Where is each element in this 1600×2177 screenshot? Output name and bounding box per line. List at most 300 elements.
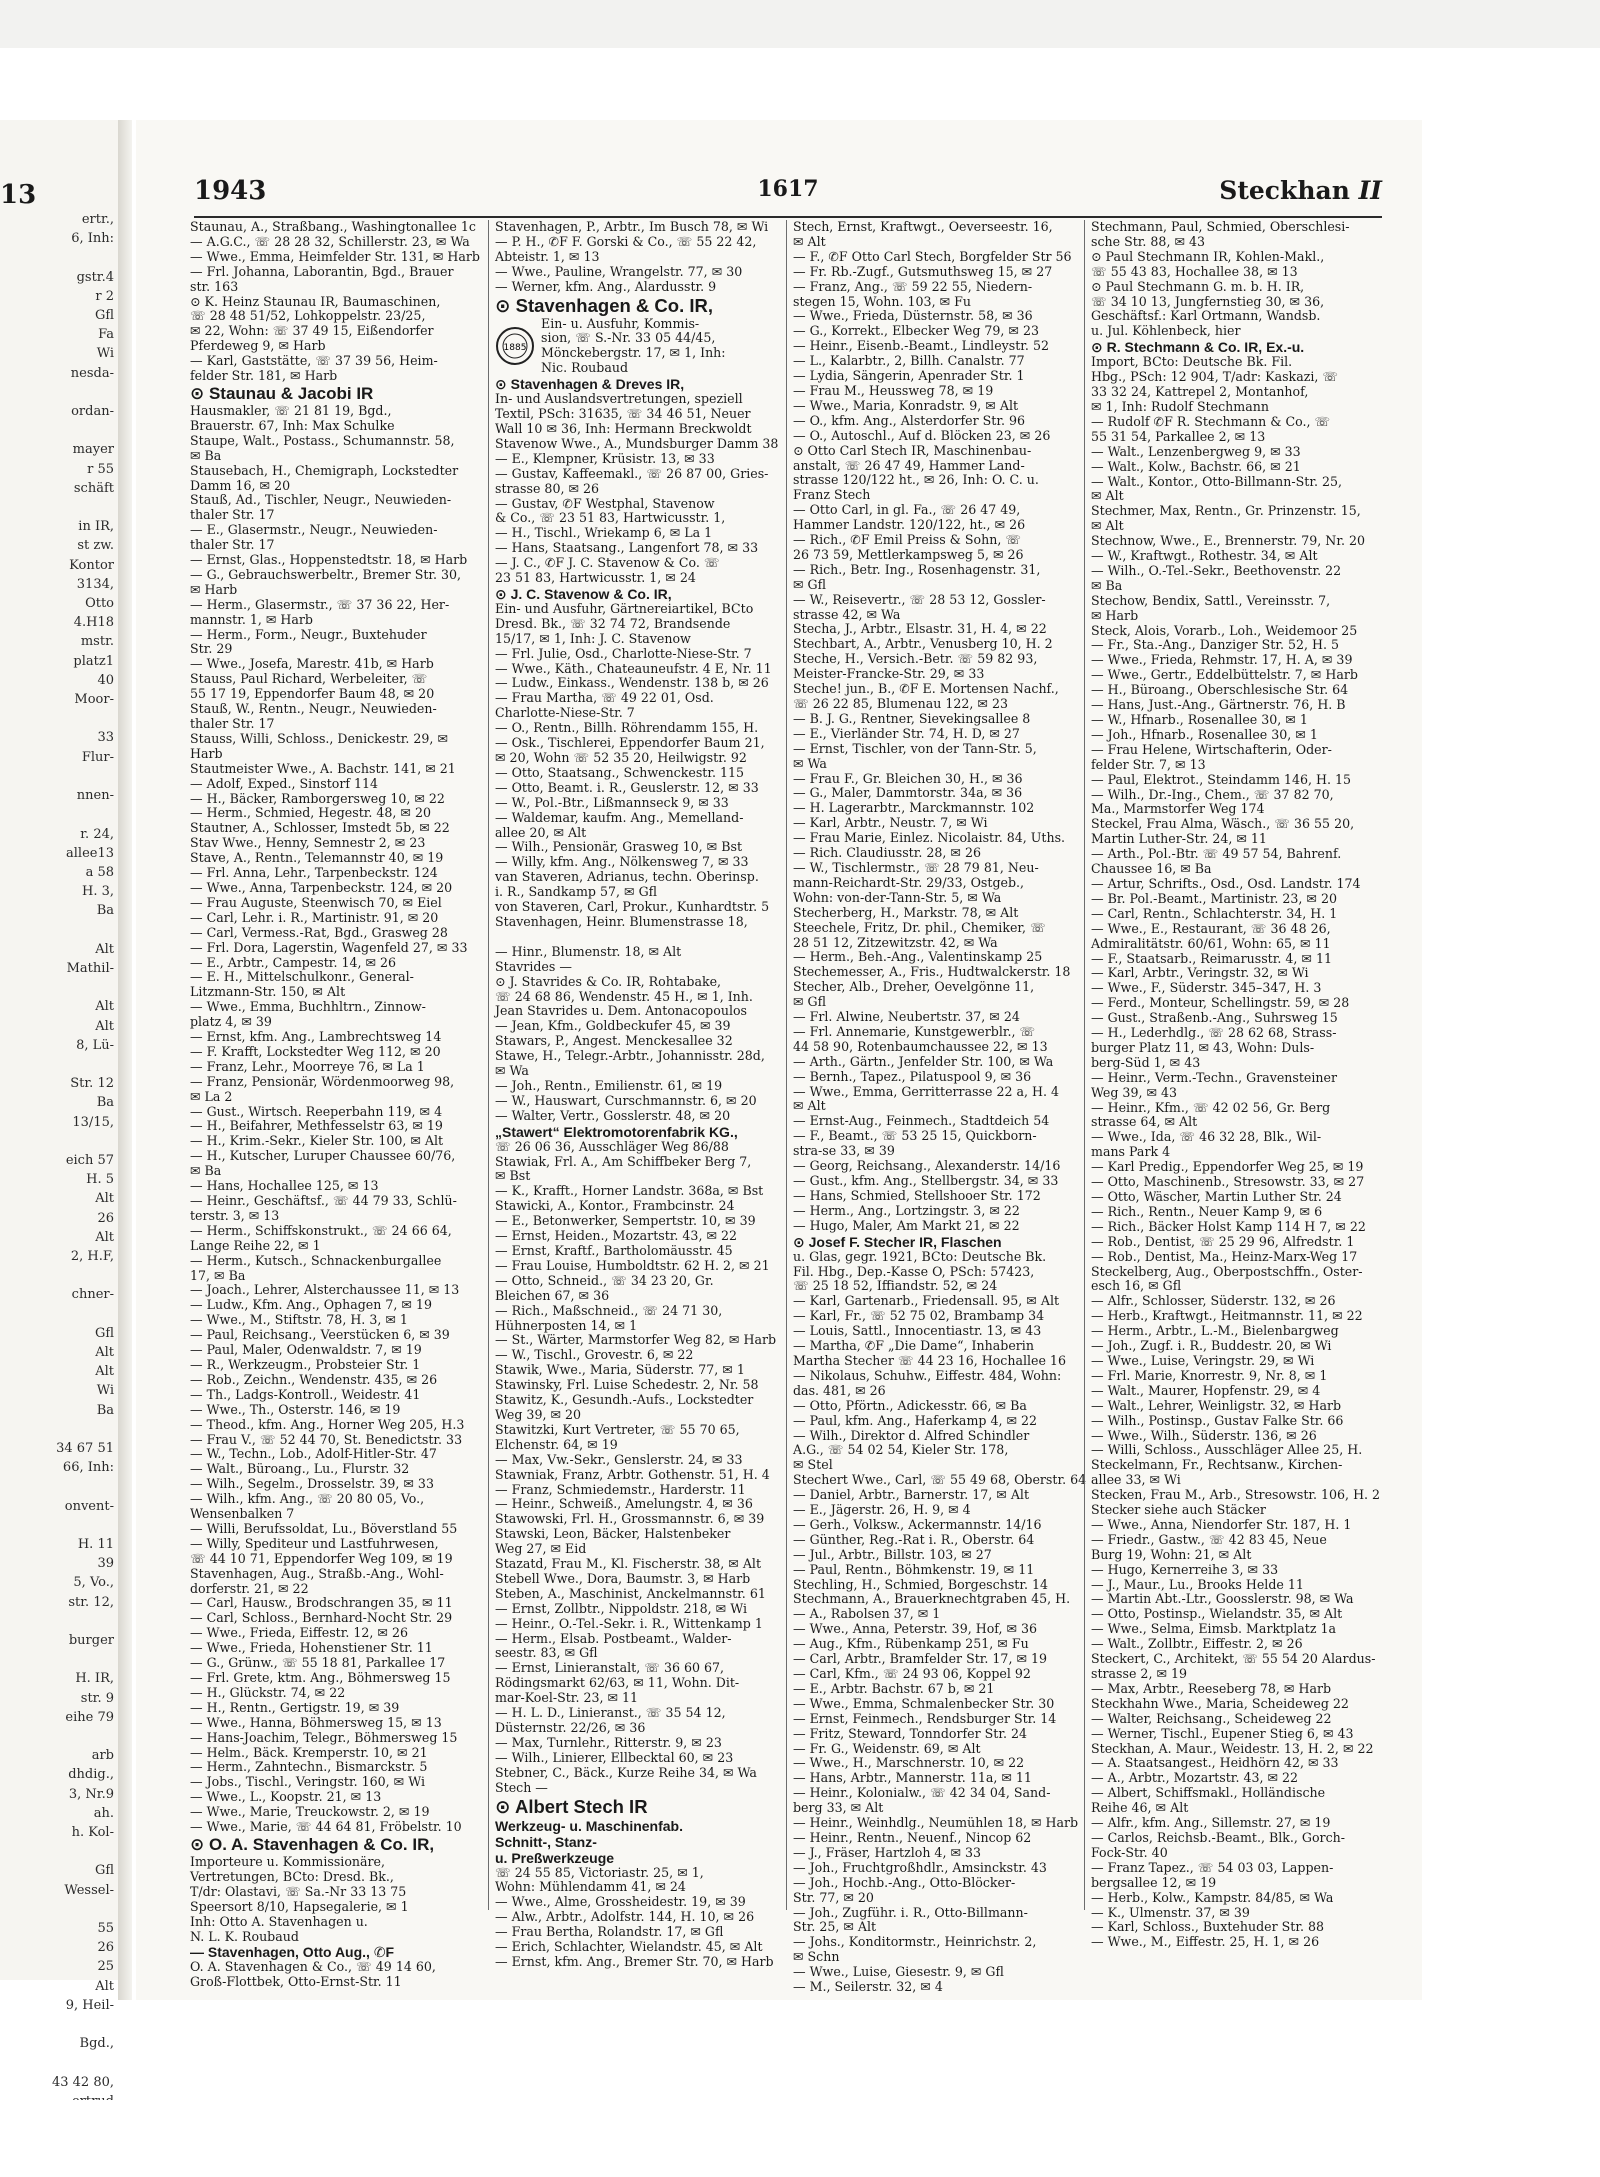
directory-entry: Stavrides — bbox=[495, 958, 572, 974]
directory-entry: ✉ Wa bbox=[495, 1063, 529, 1079]
previous-page-line: 5, Vo., bbox=[73, 1575, 114, 1591]
page-number: 1617 bbox=[757, 176, 819, 202]
directory-entry: — Herm., Ang., Lortzingstr. 3, ✉ 22 bbox=[793, 1202, 1020, 1218]
directory-entry: — Willi, Berufssoldat, Lu., Böverstland 55 bbox=[190, 1520, 458, 1536]
directory-entry: ☏ 55 43 83, Hochallee 38, ✉ 13 bbox=[1091, 263, 1298, 279]
directory-entry: Ein- und Ausfuhr, Gärtnereiartikel, BCto bbox=[495, 600, 754, 616]
directory-entry: — Heinr., Verm.-Techn., Gravensteiner bbox=[1091, 1069, 1337, 1085]
directory-entry: — H., Lederhdlg., ☏ 28 62 68, Strass- bbox=[1091, 1025, 1337, 1041]
directory-page bbox=[136, 120, 1422, 2000]
directory-entry: burger Platz 11, ✉ 43, Wohn: Duls- bbox=[1091, 1039, 1315, 1055]
directory-entry: — Frau Louise, Humboldtstr. 62 H. 2, ✉ 21 bbox=[495, 1257, 770, 1273]
previous-page-line: nesda- bbox=[70, 365, 114, 381]
previous-page-line bbox=[0, 1842, 118, 1861]
directory-entry: — H., Büroang., Oberschlesische Str. 64 bbox=[1091, 682, 1349, 698]
directory-entry: — Ernst, Linieranstalt, ☏ 36 60 67, bbox=[495, 1660, 725, 1676]
directory-entry: Fil. Hbg., Dep.-Kasse O, PSch: 57423, bbox=[793, 1263, 1035, 1279]
directory-entry: — H., Krim.-Sekr., Kieler Str. 100, ✉ Alt bbox=[190, 1133, 444, 1149]
directory-entry: das. 481, ✉ 26 bbox=[793, 1382, 886, 1398]
previous-page-line: st zw. bbox=[77, 538, 114, 554]
directory-entry: — Franz Tapez., ☏ 54 03 03, Lappen- bbox=[1091, 1859, 1334, 1875]
directory-entry: — Joach., Lehrer, Alsterchaussee 11, ✉ 13 bbox=[190, 1282, 460, 1298]
directory-entry: Stawe, H., Telegr.-Arbtr., Johannisstr. 28d, bbox=[495, 1048, 765, 1064]
previous-page-line: ah. bbox=[93, 1805, 114, 1821]
directory-entry: u. Jul. Köhlenbeck, hier bbox=[1091, 323, 1241, 339]
directory-entry: — L., Kalarbtr., 2, Billh. Canalstr. 77 bbox=[793, 353, 1025, 369]
directory-entry: — Waldemar, kaufm. Ang., Memelland- bbox=[495, 809, 744, 825]
previous-page-line: Alt bbox=[95, 1018, 114, 1034]
directory-entry: — Rich., Betr. Ing., Rosenhagenstr. 31, bbox=[793, 561, 1041, 577]
directory-entry: Fock-Str. 40 bbox=[1091, 1844, 1168, 1860]
directory-entry: — Rich., ✆F Emil Preiss & Sohn, ☏ bbox=[793, 532, 1022, 548]
firm-logo-block bbox=[495, 317, 785, 377]
directory-entry: — Ernst, Glas., Hoppenstedtstr. 18, ✉ Harb bbox=[190, 552, 468, 568]
directory-entry: — Rudolf ✆F R. Stechmann & Co., ☏ bbox=[1091, 413, 1331, 429]
directory-entry: strasse 64, ✉ Alt bbox=[1091, 1114, 1198, 1130]
directory-entry: — Wwe., F., Süderstr. 345–347, H. 3 bbox=[1091, 980, 1322, 996]
directory-entry: Str. 29 bbox=[190, 641, 233, 657]
directory-entry: — W., Pol.-Btr., Lißmannseck 9, ✉ 33 bbox=[495, 794, 729, 810]
directory-entry: — Max, Turnlehr., Ritterstr. 9, ✉ 23 bbox=[495, 1734, 722, 1750]
directory-entry: — Wwe., M., Stiftstr. 78, H. 3, ✉ 1 bbox=[190, 1312, 408, 1328]
directory-entry: — B. J. G., Rentner, Sievekingsallee 8 bbox=[793, 710, 1031, 726]
directory-entry: mar-Koel-Str. 23, ✉ 11 bbox=[495, 1690, 639, 1706]
directory-entry: — Wwe., Frieda, Hohenstiener Str. 11 bbox=[190, 1640, 433, 1656]
directory-entry: berg 33, ✉ Alt bbox=[793, 1800, 884, 1816]
directory-entry: Burg 19, Wohn: 21, ✉ Alt bbox=[1091, 1546, 1252, 1562]
previous-page-line bbox=[0, 248, 118, 267]
directory-entry: — Franz, Pensionär, Wördenmoorweg 98, bbox=[190, 1073, 455, 1089]
directory-entry: Stavenhagen, Aug., Straßb.-Ang., Wohl- bbox=[190, 1565, 444, 1581]
previous-page-line: H. 11 bbox=[77, 1537, 114, 1553]
directory-entry: — Hans, Hochallee 125, ✉ 13 bbox=[190, 1178, 379, 1194]
previous-page-line: onvent- bbox=[64, 1498, 114, 1514]
directory-entry: — E., Jägerstr. 26, H. 9, ✉ 4 bbox=[793, 1502, 971, 1518]
directory-entry: — Walt., Lenzenbergweg 9, ✉ 33 bbox=[1091, 443, 1301, 459]
directory-entry: ✉ Gfl bbox=[793, 576, 827, 592]
directory-entry: — Ferd., Monteur, Schellingstr. 59, ✉ 28 bbox=[1091, 995, 1350, 1011]
directory-entry: — Erich, Schlachter, Wielandstr. 45, ✉ Alt bbox=[495, 1939, 763, 1955]
directory-entry: ✉ Ba bbox=[1091, 577, 1123, 593]
directory-entry: Staunau, A., Straßbang., Washingtonallee 1c bbox=[190, 219, 476, 234]
directory-entry: ☏ 26 22 85, Blumenau 122, ✉ 23 bbox=[793, 696, 1008, 711]
previous-page-line bbox=[0, 2015, 118, 2034]
previous-page-line: dhdig., bbox=[68, 1767, 114, 1783]
previous-page-line: Wi bbox=[96, 346, 114, 362]
directory-entry: 26 73 59, Mettlerkampsweg 5, ✉ 26 bbox=[793, 546, 1024, 562]
directory-entry: — W., Kraftwgt., Rothestr. 34, ✉ Alt bbox=[1091, 548, 1318, 564]
column-3 bbox=[786, 219, 1087, 1995]
directory-entry: — Fr., Sta.-Ang., Danziger Str. 52, H. 5 bbox=[1091, 637, 1339, 653]
directory-entry: dorferstr. 21, ✉ 22 bbox=[190, 1580, 309, 1596]
directory-entry: Stechemesser, A., Fris., Hudtwalckerstr. 18 bbox=[793, 964, 1071, 980]
directory-entry: — Wwe., Marie, ☏ 44 64 81, Fröbelstr. 10 bbox=[190, 1819, 462, 1835]
directory-entry: — W., Tischl., Grovestr. 6, ✉ 22 bbox=[495, 1347, 694, 1363]
scan-margin-top bbox=[0, 0, 1600, 48]
directory-entry: — Jobs., Tischl., Veringstr. 160, ✉ Wi bbox=[190, 1774, 425, 1790]
directory-entry: Chaussee 16, ✉ Ba bbox=[1091, 861, 1212, 877]
directory-entry: 33 32 24, Kattrepel 2, Montanhof, bbox=[1091, 384, 1309, 400]
previous-page-line bbox=[0, 1266, 118, 1285]
directory-entry: Hausmakler, ☏ 21 81 19, Bgd., bbox=[190, 402, 392, 418]
directory-entry: — Heinr., Geschäftsf., ☏ 44 79 33, Schlü- bbox=[190, 1193, 457, 1208]
directory-entry: — Hugo, Kernerreihe 3, ✉ 33 bbox=[1091, 1561, 1279, 1577]
directory-entry: — Ludw., Einkass., Wendenstr. 138 b, ✉ 26 bbox=[495, 675, 769, 691]
directory-entry: Wohn: Mühlendamm 41, ✉ 24 bbox=[495, 1879, 686, 1895]
previous-page-line: H. 3, bbox=[81, 884, 114, 900]
previous-page-line: in IR, bbox=[78, 519, 114, 535]
directory-entry: str. 163 bbox=[190, 278, 239, 294]
previous-page-line bbox=[0, 1516, 118, 1535]
previous-page-line bbox=[0, 1477, 118, 1496]
directory-entry: Stechert Wwe., Carl, ☏ 55 49 68, Oberstr. 64 bbox=[793, 1472, 1087, 1488]
directory-entry: — Carl, Schloss., Bernhard-Nocht Str. 29 bbox=[190, 1610, 453, 1626]
directory-entry: platz 4, ✉ 39 bbox=[190, 1014, 272, 1030]
directory-entry: ✉ 22, Wohn: ☏ 37 49 15, Eißendorfer bbox=[190, 323, 434, 339]
directory-entry: strasse 80, ✉ 26 bbox=[495, 480, 600, 496]
previous-page-line: h. Kol- bbox=[71, 1825, 114, 1841]
directory-entry: — Fr. Rb.-Zugf., Gutsmuthsweg 15, ✉ 27 bbox=[793, 263, 1053, 279]
directory-entry: Stecker siehe auch Stäcker bbox=[1091, 1502, 1266, 1518]
directory-entry: Stavenhagen, Heinr. Blumenstrasse 18, bbox=[495, 913, 748, 929]
previous-page-line: 13/15, bbox=[72, 1114, 114, 1130]
directory-entry: — Heinr., Eisenb.-Beamt., Lindleystr. 52 bbox=[793, 338, 1049, 354]
directory-entry: Stave, A., Rentn., Telemannstr 40, ✉ 19 bbox=[190, 850, 444, 866]
firm-entry: ⊙ Staunau & Jacobi IR bbox=[190, 383, 374, 403]
directory-entry: — F., Beamt., ☏ 53 25 15, Quickborn- bbox=[793, 1128, 1037, 1144]
directory-entry: ⊙ J. Stavrides & Co. IR, Rohtabake, bbox=[495, 973, 722, 989]
directory-entry: — Karl, Gartenarb., Friedensall. 95, ✉ Alt bbox=[793, 1293, 1060, 1309]
directory-entry: — Frl. Johanna, Laborantin, Bgd., Brauer bbox=[190, 263, 454, 279]
directory-entry: — P. H., ✆F F. Gorski & Co., ☏ 55 22 42, bbox=[495, 233, 757, 249]
previous-page-line: Alt bbox=[95, 1978, 114, 1994]
directory-entry: — G., Maler, Dammtorstr. 34a, ✉ 36 bbox=[793, 785, 1023, 801]
directory-entry: — Franz, Ang., ☏ 59 22 55, Niedern- bbox=[793, 278, 1033, 294]
firm-entry: ⊙ J. C. Stavenow & Co. IR, bbox=[495, 585, 672, 602]
previous-page-line: Alt bbox=[95, 1364, 114, 1380]
directory-entry: — Herm., Beh.-Ang., Valentinskamp 25 bbox=[793, 949, 1043, 965]
directory-entry: Dresd. Bk., ☏ 32 74 72, Brandsende bbox=[495, 615, 731, 631]
page-header bbox=[194, 176, 1382, 216]
directory-entry: — Max, Arbtr., Reeseberg 78, ✉ Harb bbox=[1091, 1680, 1332, 1696]
directory-entry: — Wilh., Linierer, Ellbecktal 60, ✉ 23 bbox=[495, 1749, 734, 1765]
directory-entry: — E., Arbtr. Bachstr. 67 b, ✉ 21 bbox=[793, 1680, 995, 1696]
seal-year: 1885 bbox=[503, 343, 527, 354]
directory-entry: — E., Arbtr., Campestr. 14, ✉ 26 bbox=[190, 954, 397, 970]
directory-entry: — Alfr., Schlosser, Süderstr. 132, ✉ 26 bbox=[1091, 1293, 1336, 1309]
directory-entry: — Ernst, Zollbtr., Nippoldstr. 218, ✉ Wi bbox=[495, 1600, 747, 1616]
previous-page-line bbox=[0, 921, 118, 940]
directory-entry: — St., Wärter, Marmstorfer Weg 82, ✉ Harb bbox=[495, 1332, 777, 1348]
directory-entry: — J., Fräser, Hartzloh 4, ✉ 33 bbox=[793, 1844, 982, 1860]
directory-entry: — Frau Bertha, Rolandstr. 17, ✉ Gfl bbox=[495, 1924, 724, 1940]
directory-entry: — Wwe., Josefa, Marestr. 41b, ✉ Harb bbox=[190, 656, 434, 672]
directory-entry: Importeure u. Kommissionäre, bbox=[190, 1853, 385, 1869]
directory-entry: — Herm., Zahntechn., Bismarckstr. 5 bbox=[190, 1759, 428, 1775]
directory-entry: — H., Rentn., Gertigstr. 19, ✉ 39 bbox=[190, 1699, 400, 1715]
firm-entry: ⊙ Stavenhagen & Dreves IR, bbox=[495, 376, 685, 393]
directory-entry: ✉ Gfl bbox=[793, 994, 827, 1010]
directory-entry: — Willi, Schloss., Ausschläger Allee 25, H. bbox=[1091, 1442, 1363, 1458]
directory-entry: Rödingsmarkt 62/63, ✉ 11, Wohn. Dit- bbox=[495, 1675, 740, 1691]
firm-logo-line: Mönckebergstr. 17, ✉ 1, Inh: bbox=[541, 345, 726, 361]
directory-entry: ✉ Schn bbox=[793, 1949, 840, 1965]
previous-page-line: Ba bbox=[96, 903, 114, 919]
directory-entry: ☏ 26 06 36, Ausschläger Weg 86/88 bbox=[495, 1138, 729, 1154]
directory-entry: — O., Rentn., Billh. Röhrendamm 155, H. bbox=[495, 720, 759, 736]
previous-page-line bbox=[0, 383, 118, 402]
directory-entry: — Otto, Staatsang., Schwenckestr. 115 bbox=[495, 764, 745, 780]
previous-page-line: 9, Heil- bbox=[65, 1997, 114, 2013]
directory-entry: 15/17, ✉ 1, Inh: J. C. Stavenow bbox=[495, 630, 691, 646]
directory-entry: Damm 16, ✉ 20 bbox=[190, 477, 291, 493]
directory-entry: — Wwe., Frieda, Rehmstr. 17, H. A, ✉ 39 bbox=[1091, 652, 1353, 668]
directory-entry: Vertretungen, BCto: Dresd. Bk., bbox=[190, 1868, 394, 1884]
previous-page-line: Flur- bbox=[81, 749, 114, 765]
directory-entry: — Frl. Grete, ktm. Ang., Böhmersweg 15 bbox=[190, 1670, 451, 1685]
previous-page-line: r 2 bbox=[95, 288, 114, 304]
previous-page-line: Wi bbox=[96, 1383, 114, 1399]
directory-entry: — H., Tischl., Wriekamp 6, ✉ La 1 bbox=[495, 525, 713, 541]
directory-entry: Stauß, W., Rentn., Neugr., Neuwieden- bbox=[190, 701, 437, 717]
directory-entry: — Wwe., Ida, ☏ 46 32 28, Blk., Wil- bbox=[1091, 1129, 1322, 1145]
previous-page-line bbox=[0, 709, 118, 728]
directory-entry: Franz Stech bbox=[793, 487, 871, 503]
directory-entry: — Otto, Postinsp., Wielandstr. 35, ✉ Alt bbox=[1091, 1606, 1343, 1622]
previous-page-line: gstr.4 bbox=[76, 269, 114, 285]
directory-entry: Abteistr. 1, ✉ 13 bbox=[495, 248, 600, 264]
directory-entry: — Hans, Arbtr., Mannerstr. 11a, ✉ 11 bbox=[793, 1770, 1032, 1786]
directory-entry: Stebell Wwe., Dora, Baumstr. 3, ✉ Harb bbox=[495, 1570, 751, 1586]
directory-entry: 55 17 19, Eppendorfer Baum 48, ✉ 20 bbox=[190, 686, 435, 702]
directory-entry: — Wwe., Emma, Schmalenbecker Str. 30 bbox=[793, 1695, 1055, 1711]
directory-entry: — W., Hfnarb., Rosenallee 30, ✉ 1 bbox=[1091, 712, 1308, 727]
directory-entry: — Albert, Schiffsmakl., Holländische bbox=[1091, 1785, 1326, 1801]
previous-page-line: 26 bbox=[97, 1940, 114, 1956]
directory-entry: — Wilh., Direktor d. Alfred Schindler bbox=[793, 1427, 1030, 1443]
directory-entry: — Johs., Konditormstr., Heinrichstr. 2, bbox=[793, 1934, 1037, 1950]
previous-page-line bbox=[0, 1612, 118, 1631]
directory-entry: — Heinr., Rentn., Neuenf., Nincop 62 bbox=[793, 1829, 1032, 1845]
directory-entry: — Otto, Schneid., ☏ 34 23 20, Gr. bbox=[495, 1272, 714, 1288]
year: 1943 bbox=[194, 176, 267, 206]
header-rule bbox=[194, 216, 1382, 218]
firm-entry: — Stavenhagen, Otto Aug., ✆F bbox=[190, 1944, 395, 1961]
directory-entry: Steche! jun., B., ✆F E. Mortensen Nachf., bbox=[793, 681, 1059, 697]
directory-entry: — Joh., Hfnarb., Rosenallee 30, ✉ 1 bbox=[1091, 726, 1318, 742]
column-1 bbox=[190, 219, 480, 1990]
previous-page-line: nnen- bbox=[76, 788, 114, 804]
directory-entry: Groß-Flottbek, Otto-Ernst-Str. 11 bbox=[190, 1974, 402, 1990]
directory-entry: — Wwe., E., Restaurant, ☏ 36 48 26, bbox=[1091, 920, 1331, 936]
directory-entry: — Wilh., Postinsp., Gustav Falke Str. 66 bbox=[1091, 1412, 1344, 1428]
directory-entry: — H., Beifahrer, Methfesselstr 63, ✉ 19 bbox=[190, 1118, 443, 1134]
firm-entry: ⊙ Stavenhagen & Co. IR, bbox=[495, 294, 714, 316]
directory-entry: — Wwe., Frieda, Düsternstr. 58, ✉ 36 bbox=[793, 308, 1033, 324]
directory-entry: — Wwe., Marie, Treuckowstr. 2, ✉ 19 bbox=[190, 1804, 430, 1820]
directory-entry: — Herm., Kutsch., Schnackenburgallee bbox=[190, 1252, 442, 1268]
directory-entry: — Wwe., Frieda, Eiffestr. 12, ✉ 26 bbox=[190, 1625, 408, 1641]
directory-entry: — Artur, Schrifts., Osd., Osd. Landstr. 174 bbox=[1091, 875, 1361, 891]
previous-page-line: r 55 bbox=[87, 461, 114, 477]
directory-entry: — F. Krafft, Lockstedter Weg 112, ✉ 20 bbox=[190, 1043, 441, 1059]
directory-entry: mannstr. 1, ✉ Harb bbox=[190, 611, 313, 627]
previous-page-line: 3, Nr.9 bbox=[68, 1786, 114, 1802]
directory-entry: Steckelmann, Fr., Rechtsanw., Kirchen- bbox=[1091, 1457, 1343, 1473]
directory-entry: mans Park 4 bbox=[1091, 1144, 1171, 1160]
directory-entry: — Alfr., kfm. Ang., Sillemstr. 27, ✉ 19 bbox=[1091, 1815, 1331, 1831]
directory-entry: — J., Maur., Lu., Brooks Helde 11 bbox=[1091, 1576, 1304, 1592]
previous-page-line: 6, Inh: bbox=[71, 231, 114, 247]
firm-entry: Schnitt-, Stanz- bbox=[495, 1833, 597, 1850]
columns bbox=[190, 219, 1386, 1995]
directory-entry: Stechmer, Max, Rentn., Gr. Prinzenstr. 15, bbox=[1091, 503, 1361, 519]
directory-entry: — Rich. Claudiusstr. 28, ✉ 26 bbox=[793, 845, 982, 861]
directory-entry: Steche, H., Versich.-Betr. ☏ 59 82 93, bbox=[793, 651, 1038, 667]
directory-entry: Ma., Marmstorfer Weg 174 bbox=[1091, 801, 1265, 817]
directory-entry: — Osk., Tischlerei, Eppendorfer Baum 21, bbox=[495, 735, 765, 751]
previous-page-line: Kontor bbox=[69, 557, 114, 573]
firm-logo-line: Nic. Roubaud bbox=[541, 360, 629, 376]
directory-entry: — Herm., Form., Neugr., Buxtehuder bbox=[190, 626, 427, 642]
directory-entry: — Helm., Bäck. Kremperstr. 10, ✉ 21 bbox=[190, 1744, 428, 1760]
directory-entry: Stav Wwe., Henny, Semnestr 2, ✉ 23 bbox=[190, 835, 426, 851]
directory-entry: berg-Süd 1, ✉ 43 bbox=[1091, 1054, 1201, 1070]
directory-entry: — Paul, Elektrot., Steindamm 146, H. 15 bbox=[1091, 771, 1351, 787]
directory-entry: — Karl, Schloss., Buxtehuder Str. 88 bbox=[1091, 1919, 1325, 1935]
directory-entry: — Wwe., M., Eiffestr. 25, H. 1, ✉ 26 bbox=[1091, 1934, 1320, 1950]
directory-entry: — Wwe., Anna, Peterstr. 39, Hof, ✉ 36 bbox=[793, 1621, 1038, 1637]
directory-entry: — Daniel, Arbtr., Barnerstr. 17, ✉ Alt bbox=[793, 1487, 1030, 1503]
directory-entry: ✉ 1, Inh: Rudolf Stechmann bbox=[1091, 398, 1269, 414]
directory-entry: thaler Str. 17 bbox=[190, 716, 275, 731]
previous-page-line: a 58 bbox=[85, 864, 114, 880]
directory-entry: Litzmann-Str. 150, ✉ Alt bbox=[190, 984, 346, 1000]
directory-entry: Stawski, Leon, Bäcker, Halstenbeker bbox=[495, 1526, 731, 1542]
directory-entry: Steckhahn Wwe., Maria, Scheideweg 22 bbox=[1091, 1695, 1349, 1711]
directory-entry: — Wwe., Gertr., Eddelbüttelstr. 7, ✉ Harb bbox=[1091, 667, 1358, 683]
directory-entry: Stawitz, K., Gesundh.-Aufs., Lockstedter bbox=[495, 1392, 754, 1408]
directory-entry: Admiralitätstr. 60/61, Wohn: 65, ✉ 11 bbox=[1091, 935, 1331, 951]
directory-entry: — Ernst, Heiden., Mozartstr. 43, ✉ 22 bbox=[495, 1228, 738, 1244]
previous-page-line bbox=[0, 1727, 118, 1746]
directory-entry: — Heinr., O.-Tel.-Sekr. i. R., Wittenkamp 1 bbox=[495, 1615, 763, 1631]
directory-entry: — Walt., Büroang., Lu., Flurstr. 32 bbox=[190, 1461, 410, 1477]
directory-entry: felder Str. 181, ✉ Harb bbox=[190, 368, 338, 384]
column-4 bbox=[1084, 219, 1381, 1950]
directory-entry: Textil, PSch: 31635, ☏ 34 46 51, Neuer bbox=[495, 406, 751, 422]
previous-page-line: 55 bbox=[97, 1921, 114, 1937]
firm-entry: ⊙ R. Stechmann & Co. IR, Ex.-u. bbox=[1091, 339, 1305, 356]
directory-entry: — Walter, Vertr., Gosslerstr. 48, ✉ 20 bbox=[495, 1107, 731, 1123]
directory-entry: Meister-Francke-Str. 29, ✉ 33 bbox=[793, 666, 985, 682]
previous-page-line: 2, H.F, bbox=[70, 1248, 114, 1264]
previous-page-line: Alt bbox=[95, 1344, 114, 1360]
directory-entry: — Heinr., Kfm., ☏ 42 02 56, Gr. Berg bbox=[1091, 1099, 1331, 1115]
directory-entry: ☏ 34 10 13, Jungfernstieg 30, ✉ 36, bbox=[1091, 293, 1325, 309]
directory-entry: — Otto, Wäscher, Martin Luther Str. 24 bbox=[1091, 1189, 1342, 1204]
directory-entry: — Hinr., Blumenstr. 18, ✉ Alt bbox=[495, 943, 682, 959]
directory-entry: — Ernst, kfm. Ang., Bremer Str. 70, ✉ Harb bbox=[495, 1953, 774, 1969]
directory-entry: — Otto Carl, in gl. Fa., ☏ 26 47 49, bbox=[793, 502, 1021, 518]
directory-entry: In- und Auslandsvertretungen, speziell bbox=[495, 391, 743, 407]
directory-entry: Jean Stavrides u. Dem. Antonacopoulos bbox=[495, 1003, 748, 1019]
directory-entry: — Wwe., Alme, Grossheidestr. 19, ✉ 39 bbox=[495, 1894, 746, 1910]
directory-entry: — Fr. G., Weidenstr. 69, ✉ Alt bbox=[793, 1740, 981, 1756]
previous-page-line: Gfl bbox=[94, 308, 114, 324]
directory-entry: — Willy, Spediteur und Lastfuhrwesen, bbox=[190, 1535, 439, 1551]
directory-entry: — Hans, Schmied, Stellshooer Str. 172 bbox=[793, 1187, 1041, 1203]
directory-entry: ✉ La 2 bbox=[190, 1088, 233, 1104]
directory-entry: i. R., Sandkamp 57, ✉ Gfl bbox=[495, 884, 658, 900]
directory-entry: — Gerh., Volksw., Ackermannstr. 14/16 bbox=[793, 1516, 1042, 1532]
previous-page-line: Mathil- bbox=[66, 960, 114, 976]
directory-entry: — Rob., Zeichn., Wendenstr. 435, ✉ 26 bbox=[190, 1371, 438, 1387]
directory-entry: ⊙ K. Heinz Staunau IR, Baumaschinen, bbox=[190, 293, 441, 309]
previous-page-line: 40 bbox=[97, 672, 114, 688]
directory-entry: — Wilh., Segelm., Drosselstr. 39, ✉ 33 bbox=[190, 1476, 434, 1492]
directory-entry: — Paul, Reichsang., Veerstücken 6, ✉ 39 bbox=[190, 1327, 450, 1343]
directory-entry: — Rob., Dentist, ☏ 25 29 96, Alfredstr. 1 bbox=[1091, 1233, 1355, 1249]
directory-entry: — W., Reisevertr., ☏ 28 53 12, Gossler- bbox=[793, 591, 1046, 607]
directory-entry: Staupe, Walt., Postass., Schumannstr. 58, bbox=[190, 432, 455, 448]
directory-entry: — Aug., Kfm., Rübenkamp 251, ✉ Fu bbox=[793, 1636, 1029, 1652]
directory-entry: — Franz, Schmiedemstr., Harderstr. 11 bbox=[495, 1481, 746, 1497]
directory-entry: Düsternstr. 22/26, ✉ 36 bbox=[495, 1720, 646, 1735]
directory-entry: 28 51 12, Zitzewitzstr. 42, ✉ Wa bbox=[793, 934, 998, 950]
directory-entry: — Heinr., Schweiß., Amelungstr. 4, ✉ 36 bbox=[495, 1496, 753, 1512]
directory-entry: Stebner, C., Bäck., Kurze Reihe 34, ✉ Wa bbox=[495, 1764, 757, 1780]
directory-entry: Str. 77, ✉ 20 bbox=[793, 1889, 874, 1905]
previous-page-line: chner- bbox=[71, 1287, 114, 1303]
directory-entry: — Gust., Straßenb.-Ang., Suhrsweg 15 bbox=[1091, 1010, 1338, 1026]
directory-entry: — Otto, Maschinenb., Stresowstr. 33, ✉ 27 bbox=[1091, 1174, 1365, 1190]
directory-entry: — H., Glückstr. 74, ✉ 22 bbox=[190, 1684, 346, 1700]
directory-entry: — Frl. Dora, Lagerstin, Wagenfeld 27, ✉ 33 bbox=[190, 939, 468, 955]
directory-entry: — Paul, Rentn., Böhmkenstr. 19, ✉ 11 bbox=[793, 1561, 1035, 1577]
directory-entry: Martin Luther-Str. 24, ✉ 11 bbox=[1091, 831, 1267, 847]
directory-entry: — Heinr., Kolonialw., ☏ 42 34 04, Sand- bbox=[793, 1785, 1051, 1801]
directory-entry: Stawars, P., Angest. Menckesallee 32 bbox=[495, 1033, 733, 1049]
directory-entry: Stech — bbox=[495, 1779, 548, 1795]
directory-entry: ☏ 25 18 52, Iffiandstr. 52, ✉ 24 bbox=[793, 1278, 998, 1294]
directory-entry: — W., Tischlermstr., ☏ 28 79 81, Neu- bbox=[793, 859, 1039, 875]
directory-entry: ✉ Alt bbox=[793, 233, 826, 249]
directory-entry: — Werner, Tischl., Eupener Stieg 6, ✉ 43 bbox=[1091, 1725, 1354, 1741]
directory-entry: Weg 39, ✉ 43 bbox=[1091, 1084, 1178, 1100]
firm-entry: „Stawert“ Elektromotorenfabrik KG., bbox=[495, 1123, 738, 1140]
directory-entry: — Otto, Pförtn., Adickesstr. 66, ✉ Ba bbox=[793, 1397, 1027, 1413]
previous-page-line: burger bbox=[68, 1633, 114, 1649]
directory-entry: — Frau Marie, Einlez. Nicolaistr. 84, Uths. bbox=[793, 830, 1066, 846]
directory-entry: — Frau V., ☏ 52 44 70, St. Benedictstr. 33 bbox=[190, 1431, 463, 1447]
directory-entry: Stechmann, Paul, Schmied, Oberschlesi- bbox=[1091, 219, 1350, 234]
directory-entry: — K., Ulmenstr. 37, ✉ 39 bbox=[1091, 1904, 1250, 1920]
directory-entry: — Frl. Julie, Osd., Charlotte-Niese-Str. 7 bbox=[495, 645, 752, 661]
previous-page-number: 13 bbox=[0, 180, 37, 210]
directory-entry: — H., Bäcker, Ramborgersweg 10, ✉ 22 bbox=[190, 790, 445, 806]
directory-entry: — A., Rabolsen 37, ✉ 1 bbox=[793, 1606, 941, 1622]
directory-entry: Steckel, Frau Alma, Wäsch., ☏ 36 55 20, bbox=[1091, 816, 1355, 832]
directory-entry: ✉ Harb bbox=[190, 581, 238, 597]
directory-entry: — Herm., Glasermstr., ☏ 37 36 22, Her- bbox=[190, 596, 450, 612]
directory-entry: Elchenstr. 64, ✉ 19 bbox=[495, 1436, 618, 1452]
firm-logo-text bbox=[541, 317, 726, 377]
previous-page-line: 3134, bbox=[76, 576, 114, 592]
directory-entry: — Franz, Lehr., Moorreye 76, ✉ La 1 bbox=[190, 1058, 425, 1074]
directory-entry: — Wilh., kfm. Ang., ☏ 20 80 05, Vo., bbox=[190, 1491, 425, 1507]
directory-entry: — Paul, kfm. Ang., Haferkamp 4, ✉ 22 bbox=[793, 1412, 1038, 1428]
